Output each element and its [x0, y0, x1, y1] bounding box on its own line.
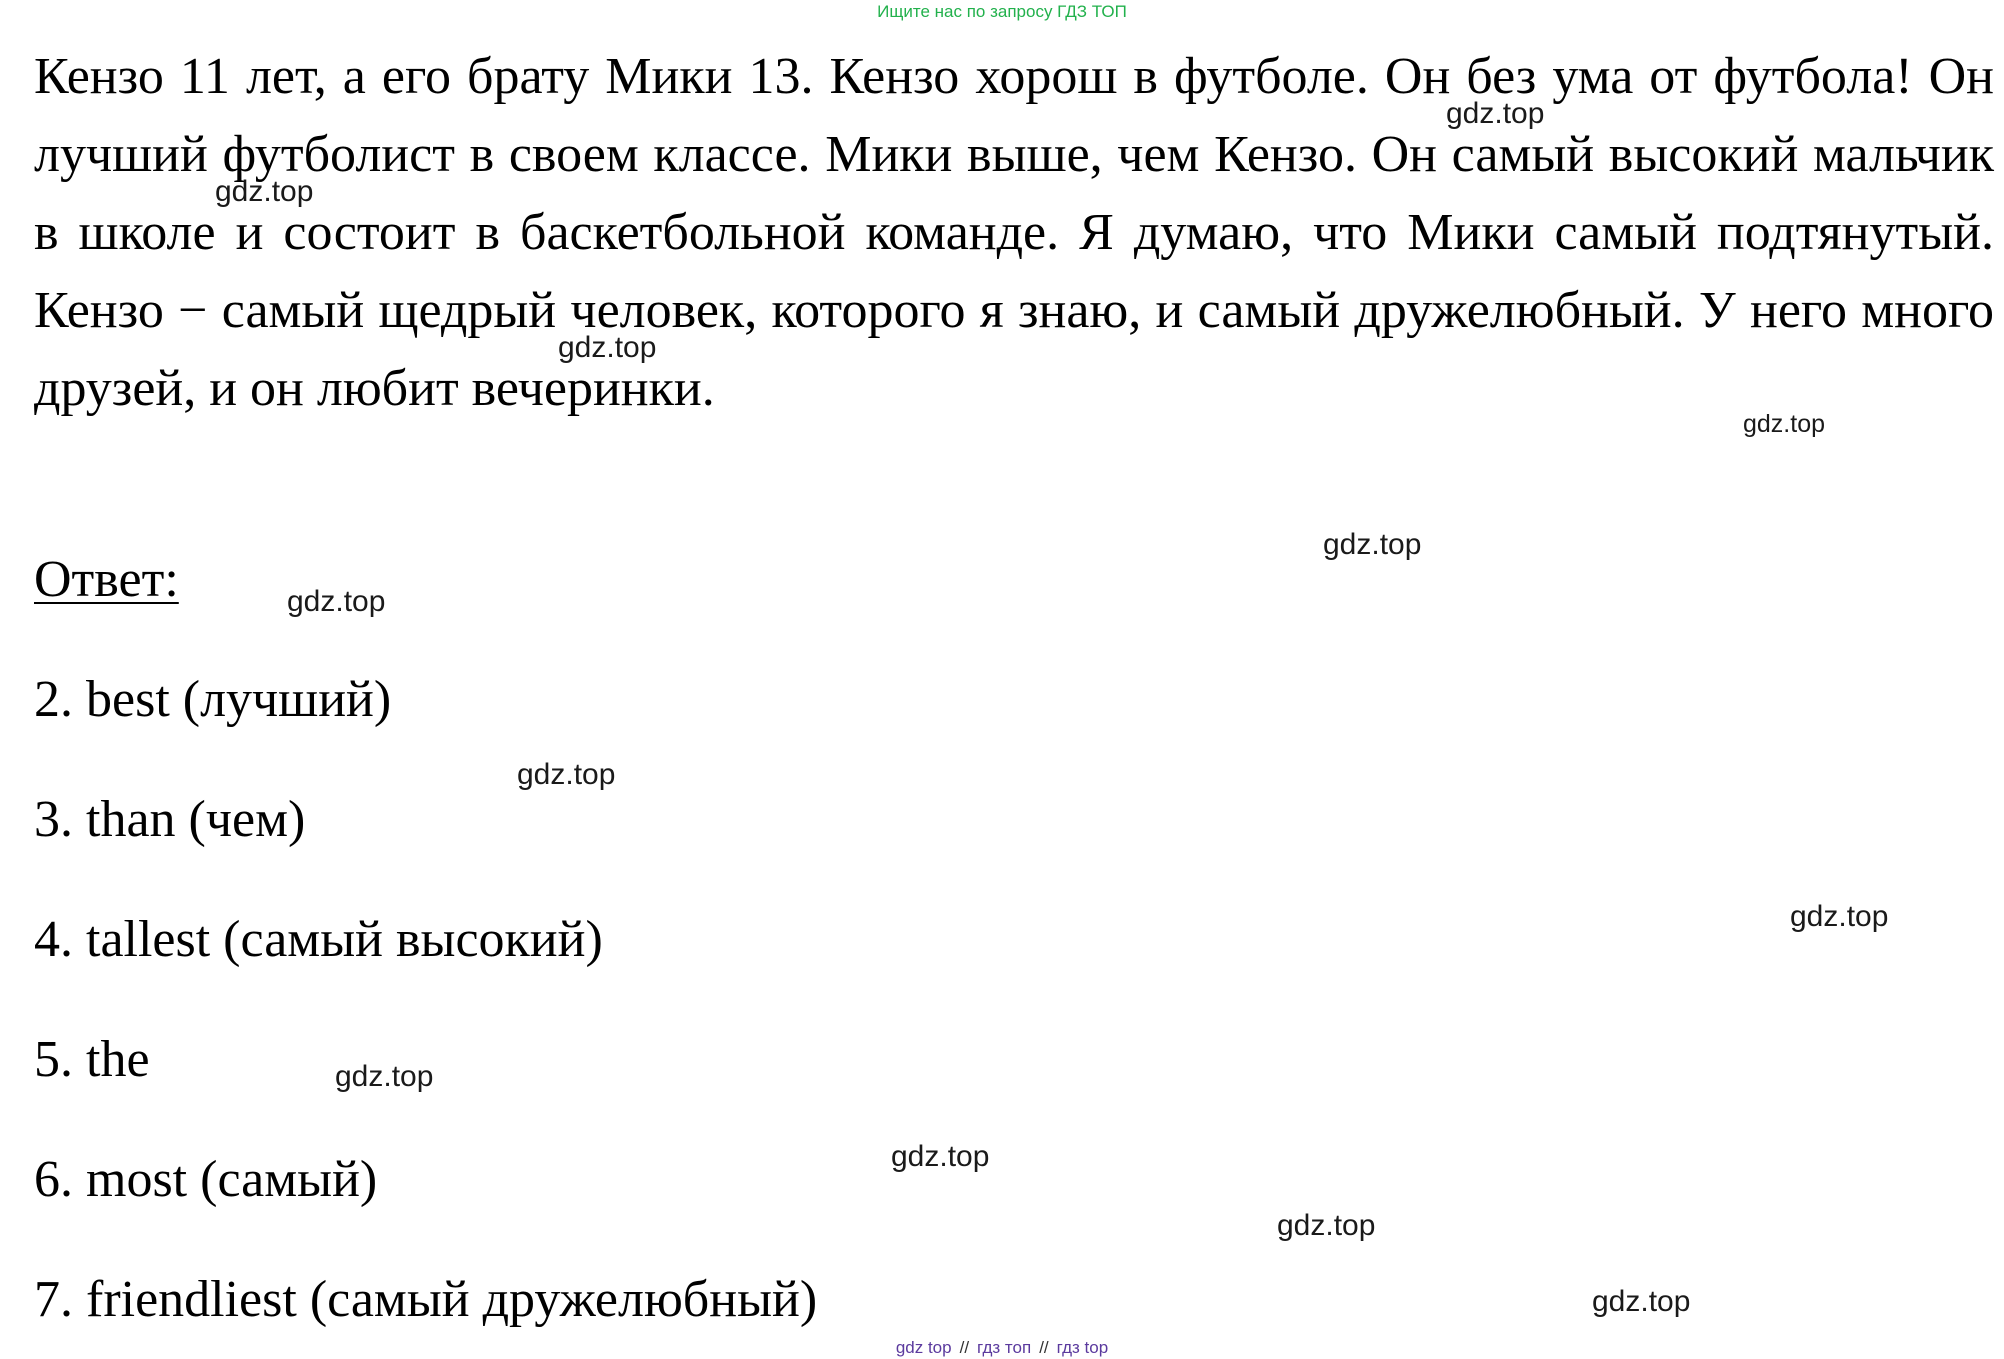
watermark: gdz.top: [1277, 1209, 1376, 1242]
answer-item: 7. friendliest (самый дружелюбный): [34, 1271, 818, 1328]
answer-label: Ответ:: [34, 551, 179, 608]
watermark: gdz.top: [1743, 410, 1826, 438]
watermark: gdz.top: [558, 331, 657, 364]
answer-item: 5. the: [34, 1031, 150, 1088]
answer-item: 4. tallest (самый высокий): [34, 911, 603, 968]
watermark: gdz.top: [1592, 1285, 1691, 1318]
watermark: gdz.top: [517, 758, 616, 791]
watermark: gdz.top: [1446, 97, 1545, 130]
watermark: gdz.top: [891, 1140, 990, 1173]
watermark: gdz.top: [1323, 528, 1422, 561]
footer-link[interactable]: гдз top: [1056, 1338, 1109, 1357]
watermark: gdz.top: [287, 585, 386, 618]
top-banner: Ищите нас по запросу ГДЗ ТОП: [877, 2, 1127, 21]
watermark: gdz.top: [215, 175, 314, 208]
answer-item: 2. best (лучший): [34, 671, 392, 728]
footer-separator: //: [1039, 1338, 1049, 1357]
footer-separator: //: [959, 1338, 970, 1357]
watermark: gdz.top: [1790, 900, 1889, 933]
footer-link[interactable]: gdz top: [895, 1338, 952, 1357]
footer-link[interactable]: гдз топ: [977, 1338, 1032, 1357]
watermark: gdz.top: [335, 1060, 434, 1093]
answer-item: 3. than (чем): [34, 791, 306, 848]
answer-item: 6. most (самый): [34, 1151, 378, 1208]
exercise-text: Кензо 11 лет, а его брату Мики 13. Кензо хорош в футболе. Он без ума от футбола! Он лучший футболист в своем классе. Мики выше, чем Кензо. Он самый высокий мальчик в школе и состоит в баскетбольной команде. Я думаю, что Мики самый подтянутый. Кензо − самый щедрый человек, которого я знаю, и самый дружелюбный. У него много друзей, и он любит вечеринки.: [34, 48, 1994, 417]
footer-links: [0, 1338, 2004, 1358]
